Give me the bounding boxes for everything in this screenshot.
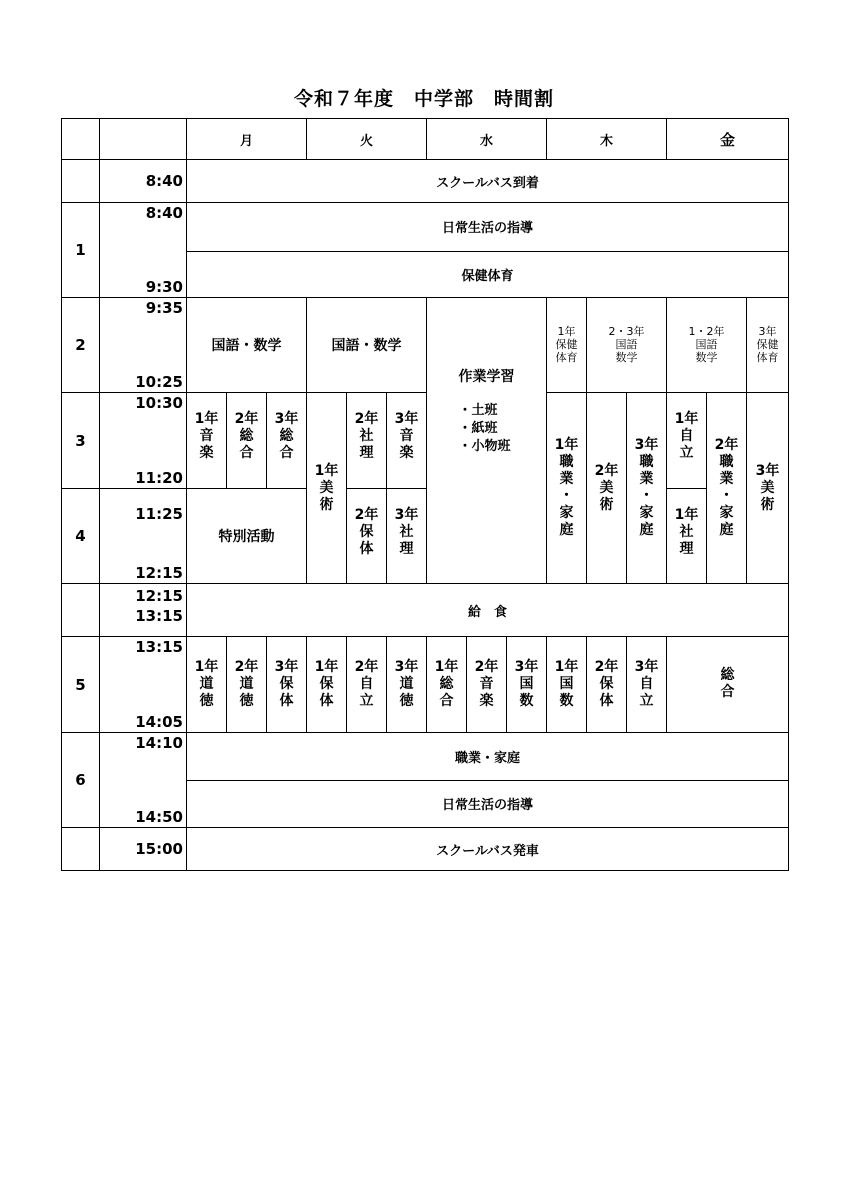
p3-mon-1 xyxy=(187,393,227,489)
cell-text: 3年 音 楽 xyxy=(394,411,419,461)
cell-text: 3年 社 理 xyxy=(394,507,419,557)
cell-text: 1年 自 立 xyxy=(674,411,699,461)
bus-departure: スクールバス発車 xyxy=(187,828,789,871)
p5-wed-1 xyxy=(427,637,467,733)
p5-thu-1 xyxy=(547,637,587,733)
time-label: 8:40 xyxy=(145,172,183,190)
header-period-cell xyxy=(62,119,100,160)
day-header-tue: 火 xyxy=(307,119,427,160)
p5-mon-1 xyxy=(187,637,227,733)
cell-text: 1年 総 合 xyxy=(434,659,459,709)
bus-arrival: スクールバス到着 xyxy=(187,160,789,203)
timetable xyxy=(61,118,789,871)
lunch: 給 食 xyxy=(187,584,789,637)
p34-thu-3 xyxy=(627,393,667,584)
p2-mon: 国語・数学 xyxy=(187,298,307,393)
p3-tue-3 xyxy=(387,393,427,489)
time-cell xyxy=(100,489,187,584)
time-cell xyxy=(100,160,187,203)
day-header-wed: 水 xyxy=(427,119,547,160)
p4-fri-1 xyxy=(667,489,707,584)
page-title: 令和７年度 中学部 時間割 xyxy=(293,88,554,110)
p5-wed-2 xyxy=(467,637,507,733)
cell-text: 1年 道 徳 xyxy=(194,659,219,709)
cell-text: 3年 自 立 xyxy=(634,659,659,709)
time-cell xyxy=(100,203,187,298)
period-label: 6 xyxy=(62,733,100,828)
header-time-cell xyxy=(100,119,187,160)
time-cell xyxy=(100,828,187,871)
time-cell xyxy=(100,584,187,637)
day-header-fri: 金 xyxy=(667,119,789,160)
cell-text: 1年 社 理 xyxy=(674,507,699,557)
p34-fri-2 xyxy=(707,393,747,584)
time-label: 14:50 xyxy=(135,808,183,826)
cell-text: 3年 国 数 xyxy=(514,659,539,709)
time-label: 14:05 xyxy=(135,713,183,731)
work-study xyxy=(427,298,547,584)
p4-tue-2 xyxy=(347,489,387,584)
cell-text: 1・2年 国語 数学 xyxy=(688,325,725,364)
daily-life-guidance: 日常生活の指導 xyxy=(187,203,789,252)
p5-mon-2 xyxy=(227,637,267,733)
period-label: 4 xyxy=(62,489,100,584)
time-cell xyxy=(100,393,187,489)
cell-text: 2年 保 体 xyxy=(594,659,619,709)
cell-text: 3年 美 術 xyxy=(755,462,780,513)
cell-text: 総 合 xyxy=(720,667,735,700)
period-label: 3 xyxy=(62,393,100,489)
time-label: 12:15 xyxy=(135,564,183,582)
p5-tue-1 xyxy=(307,637,347,733)
p2-tue: 国語・数学 xyxy=(307,298,427,393)
cell-text: 3年 保健 体育 xyxy=(756,325,779,364)
period-empty xyxy=(62,160,100,203)
cell-text: 3年 職 業 ・ 家 庭 xyxy=(634,437,659,538)
cell-text: 1年 職 業 ・ 家 庭 xyxy=(554,437,579,538)
work-item: ・紙班 xyxy=(458,420,498,436)
p34-fri-3 xyxy=(747,393,789,584)
period-label: 5 xyxy=(62,637,100,733)
p5-mon-3 xyxy=(267,637,307,733)
period-label: 2 xyxy=(62,298,100,393)
cell-text: 2年 音 楽 xyxy=(474,659,499,709)
p3-fri-1 xyxy=(667,393,707,489)
cell-text: 3年 総 合 xyxy=(274,411,299,461)
time-cell xyxy=(100,637,187,733)
p5-fri xyxy=(667,637,789,733)
p2-thu-23 xyxy=(587,298,667,393)
cell-text: 2・3年 国語 数学 xyxy=(608,325,645,364)
period-empty xyxy=(62,828,100,871)
time-label: 12:15 xyxy=(135,587,183,605)
cell-text: 2年 自 立 xyxy=(354,659,379,709)
p4-tue-3 xyxy=(387,489,427,584)
time-cell xyxy=(100,298,187,393)
time-label: 9:35 xyxy=(145,299,183,317)
p34-tue-1 xyxy=(307,393,347,584)
time-label: 8:40 xyxy=(145,204,183,222)
p5-tue-2 xyxy=(347,637,387,733)
cell-text: 3年 道 徳 xyxy=(394,659,419,709)
period-empty xyxy=(62,584,100,637)
day-header-thu: 木 xyxy=(547,119,667,160)
day-header-mon: 月 xyxy=(187,119,307,160)
time-label: 10:30 xyxy=(135,394,183,412)
daily-life-guidance-2: 日常生活の指導 xyxy=(187,780,789,828)
p5-thu-2 xyxy=(587,637,627,733)
cell-text: 1年 国 数 xyxy=(554,659,579,709)
p5-thu-3 xyxy=(627,637,667,733)
cell-text: 2年 保 体 xyxy=(354,507,379,557)
health-pe: 保健体育 xyxy=(187,251,789,298)
time-label: 13:15 xyxy=(135,638,183,656)
time-label: 11:20 xyxy=(135,469,183,487)
p3-tue-2 xyxy=(347,393,387,489)
period-label: 1 xyxy=(62,203,100,298)
p34-thu-2 xyxy=(587,393,627,584)
work-title: 作業学習 xyxy=(458,368,515,385)
cell-text: 1年 保健 体育 xyxy=(555,325,578,364)
cell-text: 2年 総 合 xyxy=(234,411,259,461)
p5-tue-3 xyxy=(387,637,427,733)
p4-mon: 特別活動 xyxy=(187,489,307,584)
work-item: ・小物班 xyxy=(458,438,511,454)
time-label: 10:25 xyxy=(135,373,183,391)
cell-text: 2年 美 術 xyxy=(594,462,619,513)
cell-text: 3年 保 体 xyxy=(274,659,299,709)
cell-text: 2年 職 業 ・ 家 庭 xyxy=(714,437,739,538)
time-label: 15:00 xyxy=(135,840,183,858)
p2-thu-1 xyxy=(547,298,587,393)
cell-text: 1年 美 術 xyxy=(314,462,339,513)
cell-text: 2年 社 理 xyxy=(354,411,379,461)
p2-fri-12 xyxy=(667,298,747,393)
time-label: 9:30 xyxy=(145,278,183,296)
p5-wed-3 xyxy=(507,637,547,733)
cell-text: 1年 保 体 xyxy=(314,659,339,709)
cell-text: 1年 音 楽 xyxy=(194,411,219,461)
cell-text: 2年 道 徳 xyxy=(234,659,259,709)
p34-thu-1 xyxy=(547,393,587,584)
time-label: 14:10 xyxy=(135,734,183,752)
work-item: ・土班 xyxy=(458,402,498,418)
time-label: 11:25 xyxy=(135,505,183,523)
vocational-home: 職業・家庭 xyxy=(187,733,789,781)
p3-mon-3 xyxy=(267,393,307,489)
time-label: 13:15 xyxy=(135,607,183,625)
p3-mon-2 xyxy=(227,393,267,489)
p2-fri-3 xyxy=(747,298,789,393)
time-cell xyxy=(100,733,187,828)
